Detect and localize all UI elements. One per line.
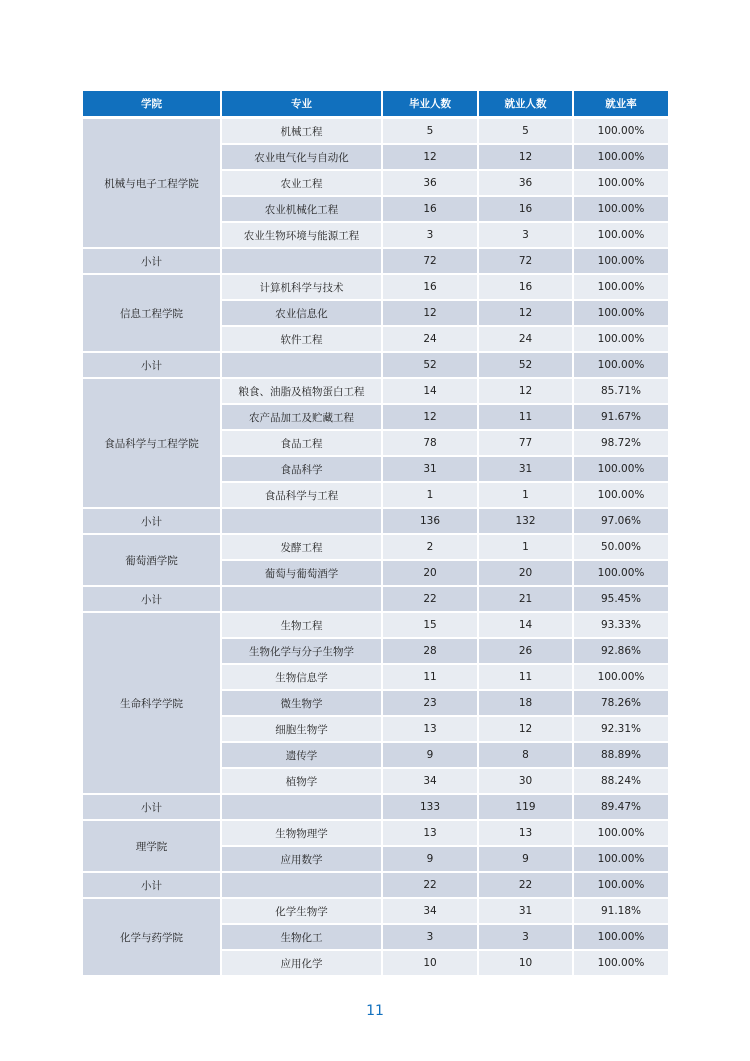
graduates-cell: 3 xyxy=(383,223,479,249)
employment-rate-cell: 100.00% xyxy=(574,145,668,171)
subtotal-employment-rate: 95.45% xyxy=(574,587,668,613)
header-employed: 就业人数 xyxy=(479,91,574,119)
header-graduates: 毕业人数 xyxy=(383,91,479,119)
subtotal-employment-rate: 100.00% xyxy=(574,249,668,275)
employed-cell: 8 xyxy=(479,743,574,769)
employed-cell: 14 xyxy=(479,613,574,639)
subtotal-row xyxy=(83,587,668,613)
graduates-cell: 5 xyxy=(383,119,479,145)
graduates-cell: 9 xyxy=(383,847,479,873)
major-cell: 机械工程 xyxy=(222,119,383,145)
employment-rate-cell: 93.33% xyxy=(574,613,668,639)
major-cell: 生物化学与分子生物学 xyxy=(222,639,383,665)
graduates-cell: 14 xyxy=(383,379,479,405)
employment-rate-cell: 100.00% xyxy=(574,275,668,301)
subtotal-major-empty xyxy=(222,795,383,821)
subtotal-row xyxy=(83,509,668,535)
graduates-cell: 9 xyxy=(383,743,479,769)
graduates-cell: 3 xyxy=(383,925,479,951)
subtotal-employed: 52 xyxy=(479,353,574,379)
table-row xyxy=(83,535,668,561)
major-cell: 农业信息化 xyxy=(222,301,383,327)
employed-cell: 1 xyxy=(479,483,574,509)
employment-rate-cell: 100.00% xyxy=(574,483,668,509)
header-college: 学院 xyxy=(83,91,222,119)
subtotal-employed: 72 xyxy=(479,249,574,275)
subtotal-employment-rate: 100.00% xyxy=(574,353,668,379)
table-header-row xyxy=(83,91,668,119)
major-cell: 发酵工程 xyxy=(222,535,383,561)
college-cell: 信息工程学院 xyxy=(83,275,222,353)
subtotal-label: 小计 xyxy=(83,509,222,535)
graduates-cell: 16 xyxy=(383,275,479,301)
employed-cell: 30 xyxy=(479,769,574,795)
subtotal-employed: 132 xyxy=(479,509,574,535)
table-row xyxy=(83,821,668,847)
employment-rate-cell: 88.24% xyxy=(574,769,668,795)
employment-rate-cell: 98.72% xyxy=(574,431,668,457)
employed-cell: 31 xyxy=(479,457,574,483)
subtotal-row xyxy=(83,795,668,821)
employed-cell: 77 xyxy=(479,431,574,457)
employment-rate-cell: 100.00% xyxy=(574,119,668,145)
graduates-cell: 12 xyxy=(383,301,479,327)
subtotal-employment-rate: 89.47% xyxy=(574,795,668,821)
major-cell: 应用化学 xyxy=(222,951,383,977)
major-cell: 食品科学与工程 xyxy=(222,483,383,509)
employment-rate-cell: 100.00% xyxy=(574,197,668,223)
subtotal-row xyxy=(83,249,668,275)
table-row xyxy=(83,119,668,145)
employment-rate-cell: 100.00% xyxy=(574,301,668,327)
subtotal-label: 小计 xyxy=(83,249,222,275)
table-row xyxy=(83,275,668,301)
graduates-cell: 13 xyxy=(383,717,479,743)
major-cell: 食品科学 xyxy=(222,457,383,483)
subtotal-graduates: 22 xyxy=(383,873,479,899)
employment-rate-cell: 100.00% xyxy=(574,951,668,977)
employed-cell: 18 xyxy=(479,691,574,717)
graduates-cell: 28 xyxy=(383,639,479,665)
major-cell: 农业电气化与自动化 xyxy=(222,145,383,171)
subtotal-employment-rate: 100.00% xyxy=(574,873,668,899)
college-cell: 食品科学与工程学院 xyxy=(83,379,222,509)
header-employment-rate: 就业率 xyxy=(574,91,668,119)
employed-cell: 13 xyxy=(479,821,574,847)
employed-cell: 24 xyxy=(479,327,574,353)
subtotal-employed: 22 xyxy=(479,873,574,899)
employed-cell: 16 xyxy=(479,275,574,301)
major-cell: 农业生物环境与能源工程 xyxy=(222,223,383,249)
college-cell: 葡萄酒学院 xyxy=(83,535,222,587)
major-cell: 细胞生物学 xyxy=(222,717,383,743)
employment-rate-cell: 78.26% xyxy=(574,691,668,717)
subtotal-graduates: 22 xyxy=(383,587,479,613)
graduates-cell: 36 xyxy=(383,171,479,197)
employed-cell: 9 xyxy=(479,847,574,873)
employed-cell: 10 xyxy=(479,951,574,977)
major-cell: 生物物理学 xyxy=(222,821,383,847)
employment-table xyxy=(83,91,668,977)
major-cell: 生物信息学 xyxy=(222,665,383,691)
graduates-cell: 78 xyxy=(383,431,479,457)
employment-rate-cell: 100.00% xyxy=(574,457,668,483)
subtotal-row xyxy=(83,353,668,379)
major-cell: 生物化工 xyxy=(222,925,383,951)
employment-rate-cell: 100.00% xyxy=(574,327,668,353)
subtotal-major-empty xyxy=(222,509,383,535)
college-cell: 化学与药学院 xyxy=(83,899,222,977)
table-body xyxy=(83,119,668,977)
employment-rate-cell: 100.00% xyxy=(574,821,668,847)
subtotal-major-empty xyxy=(222,353,383,379)
employed-cell: 31 xyxy=(479,899,574,925)
employment-rate-cell: 91.18% xyxy=(574,899,668,925)
major-cell: 应用数学 xyxy=(222,847,383,873)
employment-rate-cell: 100.00% xyxy=(574,223,668,249)
employment-rate-cell: 100.00% xyxy=(574,665,668,691)
graduates-cell: 10 xyxy=(383,951,479,977)
employment-rate-cell: 100.00% xyxy=(574,561,668,587)
graduates-cell: 15 xyxy=(383,613,479,639)
employed-cell: 12 xyxy=(479,379,574,405)
graduates-cell: 31 xyxy=(383,457,479,483)
subtotal-employed: 21 xyxy=(479,587,574,613)
subtotal-label: 小计 xyxy=(83,587,222,613)
major-cell: 植物学 xyxy=(222,769,383,795)
employed-cell: 3 xyxy=(479,925,574,951)
subtotal-major-empty xyxy=(222,587,383,613)
employment-rate-cell: 92.31% xyxy=(574,717,668,743)
graduates-cell: 23 xyxy=(383,691,479,717)
employment-rate-cell: 88.89% xyxy=(574,743,668,769)
graduates-cell: 13 xyxy=(383,821,479,847)
employed-cell: 3 xyxy=(479,223,574,249)
graduates-cell: 1 xyxy=(383,483,479,509)
employed-cell: 26 xyxy=(479,639,574,665)
major-cell: 遗传学 xyxy=(222,743,383,769)
employment-rate-cell: 92.86% xyxy=(574,639,668,665)
subtotal-label: 小计 xyxy=(83,353,222,379)
page-number: 11 xyxy=(366,1003,384,1019)
graduates-cell: 12 xyxy=(383,145,479,171)
subtotal-major-empty xyxy=(222,249,383,275)
major-cell: 农产品加工及贮藏工程 xyxy=(222,405,383,431)
subtotal-row xyxy=(83,873,668,899)
graduates-cell: 24 xyxy=(383,327,479,353)
employed-cell: 12 xyxy=(479,301,574,327)
subtotal-employed: 119 xyxy=(479,795,574,821)
subtotal-graduates: 136 xyxy=(383,509,479,535)
graduates-cell: 34 xyxy=(383,769,479,795)
major-cell: 农业工程 xyxy=(222,171,383,197)
subtotal-graduates: 52 xyxy=(383,353,479,379)
major-cell: 农业机械化工程 xyxy=(222,197,383,223)
employment-rate-cell: 85.71% xyxy=(574,379,668,405)
major-cell: 生物工程 xyxy=(222,613,383,639)
graduates-cell: 34 xyxy=(383,899,479,925)
major-cell: 粮食、油脂及植物蛋白工程 xyxy=(222,379,383,405)
graduates-cell: 20 xyxy=(383,561,479,587)
subtotal-major-empty xyxy=(222,873,383,899)
major-cell: 化学生物学 xyxy=(222,899,383,925)
college-cell: 生命科学学院 xyxy=(83,613,222,795)
graduates-cell: 12 xyxy=(383,405,479,431)
employed-cell: 12 xyxy=(479,717,574,743)
major-cell: 计算机科学与技术 xyxy=(222,275,383,301)
major-cell: 软件工程 xyxy=(222,327,383,353)
major-cell: 微生物学 xyxy=(222,691,383,717)
table-row xyxy=(83,613,668,639)
employed-cell: 36 xyxy=(479,171,574,197)
employed-cell: 5 xyxy=(479,119,574,145)
table-row xyxy=(83,379,668,405)
employed-cell: 11 xyxy=(479,405,574,431)
employment-rate-cell: 100.00% xyxy=(574,847,668,873)
employed-cell: 20 xyxy=(479,561,574,587)
subtotal-graduates: 72 xyxy=(383,249,479,275)
employed-cell: 16 xyxy=(479,197,574,223)
graduates-cell: 16 xyxy=(383,197,479,223)
employment-rate-cell: 91.67% xyxy=(574,405,668,431)
employment-rate-cell: 100.00% xyxy=(574,171,668,197)
table-row xyxy=(83,899,668,925)
graduates-cell: 11 xyxy=(383,665,479,691)
employment-rate-cell: 50.00% xyxy=(574,535,668,561)
college-cell: 理学院 xyxy=(83,821,222,873)
employed-cell: 1 xyxy=(479,535,574,561)
employed-cell: 12 xyxy=(479,145,574,171)
subtotal-employment-rate: 97.06% xyxy=(574,509,668,535)
major-cell: 葡萄与葡萄酒学 xyxy=(222,561,383,587)
employment-rate-cell: 100.00% xyxy=(574,925,668,951)
subtotal-graduates: 133 xyxy=(383,795,479,821)
subtotal-label: 小计 xyxy=(83,795,222,821)
header-major: 专业 xyxy=(222,91,383,119)
employed-cell: 11 xyxy=(479,665,574,691)
graduates-cell: 2 xyxy=(383,535,479,561)
major-cell: 食品工程 xyxy=(222,431,383,457)
subtotal-label: 小计 xyxy=(83,873,222,899)
college-cell: 机械与电子工程学院 xyxy=(83,119,222,249)
